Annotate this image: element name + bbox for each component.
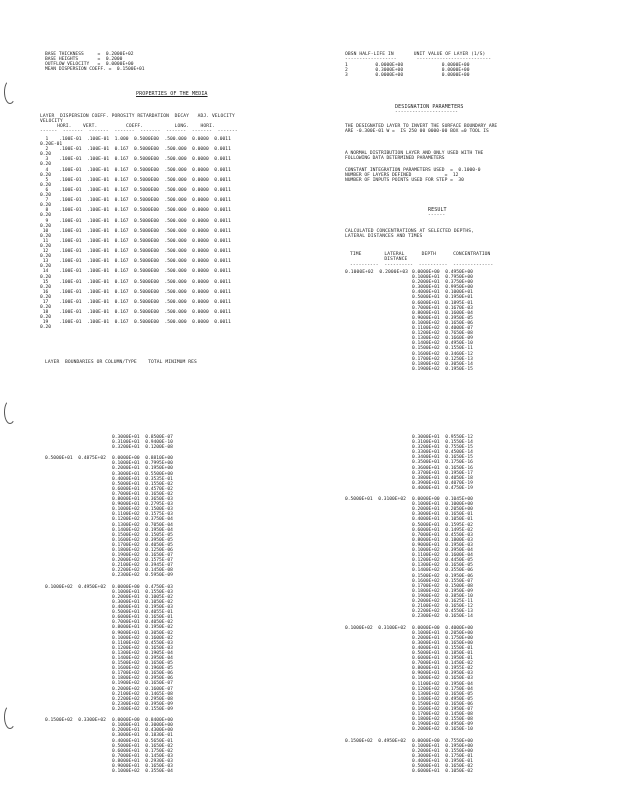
concentration-row: 0.8000E+01 0.1800E-03: [412, 537, 473, 543]
concentration-row: 0.3100E+01 0.1550E-14: [412, 440, 473, 446]
layer-row: 0.20: [40, 233, 52, 239]
concentration-row: 0.1100E+02 0.1600E-04: [412, 553, 473, 559]
concentration-row: 0.3100E+01 0.9400E-10: [112, 440, 173, 446]
concentration-row: 0.1600E+02 0.1950E-07: [412, 707, 473, 712]
layer-row: 0.20: [40, 243, 52, 249]
concentration-row: 0.3000E+01 0.1050E-02: [112, 599, 173, 605]
layer-row: 18 .100E-01 .100E-01 0.167 0.5000E00 .500.000 0.0000 0.0011: [40, 310, 231, 316]
concentration-row: 0.0000E+00 0.4000E+00: [412, 625, 473, 631]
concentration-row: 0.8000E+01 0.1950E-02: [112, 625, 173, 631]
concentration-row: 0.5000E+01 0.1595E-02: [412, 522, 473, 528]
concentration-row: 0.1100E+02 0.1575E-03: [112, 512, 173, 518]
concentration-row: 0.3000E+01 0.1830E-01: [112, 733, 173, 739]
header-line: MEAN DISPERSION COEFF. = 0.1500E+01: [45, 67, 145, 73]
concentration-row: 0.2000E+02 0.1625E-11: [412, 598, 473, 604]
concentration-row: 0.5000E+01 0.1650E-02: [412, 764, 473, 770]
concentration-row: 0.3000E+01 0.5500E+00: [112, 471, 173, 477]
layer-row: 16 .100E-01 .100E-01 0.167 0.5000E00 .500.000 0.0000 0.0011: [40, 289, 231, 295]
concentration-row: 0.1800E+02 0.1950E-09: [412, 588, 473, 594]
header-line: OUTFLOW VELOCITY = 0.0000E+00: [45, 62, 134, 68]
concentration-row: 0.3600E+01 0.1650E-16: [412, 465, 473, 471]
layer-table-rule: ------ ------- ------- ------- ------- ------- ------- -------: [40, 129, 238, 134]
normal-line: FOLLOWING DATA DETERMINED PARAMETERS: [345, 156, 445, 162]
concentration-row: 0.1600E+02 0.3950E-05: [112, 537, 173, 543]
concentration-row: 0.5000E+01 0.1950E+01: [412, 295, 473, 301]
concentration-row: 0.2400E+02 0.1550E-09: [112, 706, 173, 712]
concentration-row: 0.1800E+02 0.3950E-06: [112, 676, 173, 682]
concentration-row: 0.7000E+01 0.1670E-03: [412, 305, 473, 311]
concentration-row: 0.2000E+01 0.4300E+00: [112, 728, 173, 734]
concentration-row: 0.9000E+01 0.3050E-02: [112, 630, 173, 636]
layer-row: 5 .100E-01 .100E-01 0.167 0.5000E00 .500.000 0.0000 0.0011: [40, 177, 231, 183]
concentration-row: 0.7000E+01 0.1450E-03: [112, 753, 173, 759]
layer-row: 9 .100E-01 .100E-01 0.167 0.5000E00 .500.000 0.0000 0.0011: [40, 218, 231, 224]
layer-row: 0.20: [40, 264, 52, 270]
concentration-row: 0.1300E+02 0.1650E-05: [412, 563, 473, 569]
concentration-row: 0.0000E+00 0.8810E+00: [112, 456, 173, 462]
results-rule: ------: [428, 213, 446, 218]
layer-table-header-3: HORI. VERT. COEFF. LONG. HORI.: [40, 124, 215, 129]
concentration-row: 0.1300E+02 0.1650E-05: [412, 691, 473, 697]
concentration-row: 0.0000E+00 0.1045E+00: [412, 497, 473, 503]
concentration-row: 0.1000E+01 0.3000E+00: [112, 723, 173, 729]
concentration-row: 0.3500E+01 0.1750E-16: [412, 460, 473, 466]
concentration-row: 0.3300E+01 0.4500E-14: [412, 450, 473, 456]
concentration-row: 0.1800E+02 0.3050E-14: [412, 361, 473, 367]
normal-line: A NORMAL DISTRIBUTION LAYER AND ONLY USED WITH THE: [345, 151, 484, 156]
concentration-row: 0.0000E+00 0.4950E+00: [412, 270, 473, 275]
concentration-row: 0.9000E+01 0.2795E-03: [112, 502, 173, 508]
layer-table-header: LAYER DISPERSION COEFF. POROSITY RETARDATION DECAY ADJ. VELOCITY: [40, 114, 235, 119]
concentration-row: 0.1800E+02 0.1250E-06: [112, 547, 173, 553]
concentration-row: 0.1000E+01 0.1550E-03: [112, 589, 173, 595]
binder-hole-top: [4, 80, 16, 104]
layer-row: 0.20: [40, 325, 52, 331]
concentration-row: 0.2300E+02 0.5950E-09: [112, 573, 173, 579]
concentration-row: 0.2000E+01 0.1550E+00: [412, 748, 473, 754]
concentration-row: 0.1100E+02 0.4550E-03: [112, 640, 173, 646]
concentration-row: 0.3000E+01 0.1750E-01: [412, 753, 473, 759]
layer-row: 0.20: [40, 274, 52, 280]
concentration-row: 0.2000E+02 0.1600E-07: [112, 686, 173, 692]
layer-row: 14 .100E-01 .100E-01 0.167 0.5000E00 .500.000 0.0000 0.0011: [40, 269, 231, 275]
concentration-row: 0.2200E+02 0.2950E-08: [112, 696, 173, 702]
concentration-row: 0.1200E+02 0.4450E-05: [412, 558, 473, 564]
concentration-row: 0.1800E+02 0.1550E-08: [412, 717, 473, 723]
concentration-row: 0.1000E+01 0.7995E+00: [112, 461, 173, 467]
concentration-row: 0.4000E+01 0.1050E-01: [412, 517, 473, 523]
concentration-row: 0.1600E+02 0.3460E-12: [412, 351, 473, 357]
concentration-row: 0.2000E+01 0.1750E+00: [412, 635, 473, 641]
concentration-row: 0.2000E+01 0.3750E+00: [412, 280, 473, 286]
concentration-row: 0.1100E+02 0.1950E-04: [412, 681, 473, 687]
header-parameters: [45, 52, 145, 72]
concentration-row: 0.1400E+02 0.3950E-04: [112, 656, 173, 661]
concentration-row: 0.4000E+01 0.1000E+01: [412, 290, 473, 296]
concentration-row: 0.7000E+01 0.4550E-03: [412, 532, 473, 538]
concentration-row: 0.1700E+02 0.1250E-13: [412, 356, 473, 362]
concentration-row: 0.3000E+01 0.8500E-07: [112, 435, 173, 440]
concentration-row: 0.4000E+01 0.3535E-01: [112, 476, 173, 482]
concentration-row: 0.1900E+02 0.1950E-15: [412, 366, 473, 372]
binder-hole-middle: [4, 400, 16, 424]
concentration-row: 0.1000E+01 0.1000E+00: [412, 502, 473, 508]
normal-distribution-text: [345, 151, 483, 161]
concentration-row: 0.6000E+01 0.1050E-02: [412, 769, 473, 775]
concentration-row: 0.4000E+01 0.1550E-01: [412, 645, 473, 651]
binder-hole-bottom: [4, 705, 16, 729]
layer-row: 1 .100E-01 .100E-01 1.000 0.5000E00 .500.000 0.0000 0.0011: [40, 137, 231, 142]
properties-title: PROPERTIES OF THE MEDIA: [136, 91, 208, 97]
concentration-row: 0.2200E+02 0.4550E-13: [412, 609, 473, 615]
layer-row: 0.20: [40, 305, 52, 311]
concentration-row: 0.1200E+02 0.7650E-08: [412, 331, 473, 337]
concentration-row: 0.9000E+01 0.3950E-05: [412, 315, 473, 321]
concentration-row: 0.1000E+01 0.7950E+00: [412, 275, 473, 281]
concentration-row: 0.1700E+02 0.1500E-08: [412, 583, 473, 589]
concentration-row: 0.3200E+01 0.7550E-15: [412, 445, 473, 451]
layer-row: 0.20: [40, 193, 52, 199]
half-life-row: 1 0.0000E+00 0.0000E+00: [345, 63, 470, 68]
input-line: NUMBER OF INPUTS POINTS USED FOR STEP = 30: [345, 178, 464, 184]
layer-row: 13 .100E-01 .100E-01 0.167 0.5000E00 .500.000 0.0000 0.0011: [40, 259, 231, 265]
concentration-row: 0.8000E+01 0.3650E-03: [112, 497, 173, 503]
input-parameters: [345, 168, 481, 183]
concentration-row: 0.8000E+01 0.1600E-04: [412, 310, 473, 316]
calc-first-column: [412, 270, 473, 372]
layer-row: 0.20E-01: [40, 142, 63, 148]
calc-header-2: DISTANCE: [350, 257, 408, 262]
concentration-row: 0.1000E+02 0.1600E-02: [112, 635, 173, 641]
concentration-row: 0.3000E+01 0.1650E-01: [412, 512, 473, 518]
concentration-row: 0.1500E+02 0.1950E-06: [412, 573, 473, 579]
concentration-row: 0.2000E+01 0.2050E+00: [412, 507, 473, 513]
layer-row: 0.20: [40, 284, 52, 290]
results-title: RESULT: [428, 207, 447, 213]
concentration-row: 0.1900E+02 0.3850E-10: [412, 593, 473, 599]
layer-row: 12 .100E-01 .100E-01 0.167 0.5000E00 .500.000 0.0000 0.0011: [40, 249, 231, 255]
layer-row: 10 .100E-01 .100E-01 0.167 0.5000E00 .500.000 0.0000 0.0011: [40, 228, 231, 234]
designation-title: DESIGNATION PARAMETERS: [395, 104, 464, 110]
concentration-row: 0.1700E+02 0.1450E-08: [412, 712, 473, 718]
layer-table: [40, 137, 231, 331]
half-life-title: OBSN HALF-LIFE IN UNIT VALUE OF LAYER (1/S): [345, 52, 486, 57]
concentration-row: 0.7000E+01 0.4050E-02: [112, 620, 173, 626]
calc-line: CALCULATED CONCENTRATIONS AT SELECTED DEPTHS,: [345, 229, 474, 234]
input-line: NUMBER OF LAYERS DEFINED = 12: [345, 173, 459, 179]
concentration-row: 0.1500E+02 0.1650E-05: [112, 661, 173, 667]
concentration-row: 0.2000E+02 0.1575E-07: [112, 558, 173, 564]
concentration-row: 0.1600E+02 0.1960E-05: [112, 666, 173, 672]
layer-row: 0.20: [40, 152, 52, 158]
layer-row: 17 .100E-01 .100E-01 0.167 0.5000E00 .500.000 0.0000 0.0011: [40, 300, 231, 305]
concentration-row: 0.1900E+02 0.1650E-07: [112, 681, 173, 687]
concentration-row: 0.1400E+02 0.3550E-06: [412, 568, 473, 574]
header-line: BASE THICKNESS = 0.2000E+02: [45, 52, 134, 57]
layer-row: 0.20: [40, 254, 52, 260]
concentration-row: 0.2300E+02 0.3950E-09: [112, 701, 173, 707]
layer-row: 2 .100E-01 .100E-01 0.167 0.5000E00 .500.000 0.0000 0.0011: [40, 147, 231, 153]
concentration-row: 0.0000E+00 0.7550E+00: [412, 738, 473, 744]
layer-row: 0.20: [40, 172, 52, 178]
concentration-row: 0.1500E+02 0.1650E-06: [412, 701, 473, 707]
concentration-row: 0.1000E+02 0.3550E-04: [112, 769, 173, 775]
concentration-row: 0.2100E+02 0.1465E-08: [112, 691, 173, 697]
result-block-label: 0.5000E+01 0.4875E+02: [45, 456, 106, 462]
concentration-row: 0.6000E+01 0.1950E-01: [412, 656, 473, 662]
result-block-label: 0.1500E+02 0.4950E+02: [345, 738, 406, 744]
layer-row: 15 .100E-01 .100E-01 0.167 0.5000E00 .500.000 0.0000 0.0011: [40, 279, 231, 285]
concentration-row: 0.5000E+01 0.1550E-02: [112, 481, 173, 487]
layer-row: 3 .100E-01 .100E-01 0.167 0.5000E00 .500.000 0.0000 0.0011: [40, 157, 231, 163]
layer-footer: LAYER BOUNDARIES OR COLUMN/TYPE TOTAL MINIMUM RES: [45, 360, 197, 365]
concentration-row: 0.7000E+01 0.1450E-02: [412, 661, 473, 667]
concentration-row: 0.1500E+02 0.1505E-05: [112, 532, 173, 538]
concentration-row: 0.1500E+02 0.1550E-11: [412, 346, 473, 352]
concentration-row: 0.1700E+02 0.4050E-05: [112, 542, 173, 548]
concentration-row: 0.3000E+01 0.9550E-12: [412, 435, 473, 440]
half-life-rule: ------------------ --------------------------: [345, 57, 492, 62]
concentration-row: 0.6000E+01 0.1495E-02: [412, 527, 473, 533]
half-life-row: 2 0.3000E+00 0.0000E+00: [345, 68, 470, 74]
concentration-row: 0.7000E+01 0.1650E-02: [112, 491, 173, 497]
concentration-row: 0.1700E+02 0.1650E-06: [112, 671, 173, 677]
concentration-row: 0.1300E+02 0.7050E-04: [112, 522, 173, 528]
concentration-row: 0.3700E+01 0.1950E-17: [412, 470, 473, 476]
concentration-row: 0.8000E+01 0.2930E-03: [112, 758, 173, 764]
layer-table-header-2: VELOCITY: [40, 119, 63, 124]
concentration-row: 0.1000E+02 0.3950E-04: [412, 548, 473, 554]
depth-line: LATERAL DISTANCES AND TIMES: [345, 234, 423, 239]
layer-row: 7 .100E-01 .100E-01 0.167 0.5000E00 .500.000 0.0000 0.0011: [40, 198, 231, 204]
concentration-row: 0.5000E+01 0.1850E-01: [412, 650, 473, 656]
concentration-row: 0.9000E+01 0.3950E-03: [412, 671, 473, 677]
result-block-label: 0.1500E+02 0.3300E+02: [45, 718, 106, 724]
concentration-row: 0.2000E+02 0.1650E-10: [412, 727, 473, 733]
layer-row: 0.20: [40, 223, 52, 229]
concentration-row: 0.2000E+01 0.1950E+00: [112, 466, 173, 472]
designation-line: THE DESIGNATED LAYER TO INVERT THE SURFACE BOUNDARY ARE: [345, 124, 498, 129]
concentration-row: 0.1000E+02 0.1500E-03: [112, 507, 173, 513]
concentration-row: 0.6000E+01 0.1895E-01: [412, 300, 473, 306]
concentration-row: 0.5000E+01 0.1650E-02: [112, 743, 173, 749]
concentration-row: 0.1900E+02 0.4950E-09: [412, 722, 473, 728]
layer-row: 0.20: [40, 315, 52, 321]
concentration-row: 0.4000E+01 0.1950E-03: [112, 605, 173, 611]
half-life-table: [345, 63, 469, 78]
concentration-row: 0.9000E+01 0.1650E-03: [112, 764, 173, 770]
layer-row: 11 .100E-01 .100E-01 0.167 0.5000E00 .500.000 0.0000 0.0011: [40, 238, 231, 244]
concentration-row: 0.1400E+02 0.1950E-04: [112, 527, 173, 533]
layer-row: 0.20: [40, 162, 52, 168]
concentration-row: 0.6000E+01 0.1750E-02: [112, 748, 173, 754]
concentration-row: 0.1400E+02 0.4950E-05: [412, 696, 473, 702]
concentration-row: 0.3200E+01 0.1200E-08: [112, 445, 173, 451]
layer-row: 4 .100E-01 .100E-01 0.167 0.5000E00 .500.000 0.0000 0.0011: [40, 167, 231, 173]
concentration-row: 0.5000E+01 0.4055E-01: [112, 610, 173, 616]
concentration-row: 0.1400E+02 0.4950E-10: [412, 341, 473, 347]
concentration-row: 0.4000E+01 0.5650E-01: [112, 738, 173, 744]
concentration-row: 0.1200E+02 0.1750E-04: [412, 686, 473, 692]
concentration-row: 0.1200E+02 0.3750E-04: [112, 517, 173, 523]
concentration-row: 0.2100E+02 0.3945E-07: [112, 563, 173, 569]
designation-text: [345, 124, 497, 134]
layer-row: 6 .100E-01 .100E-01 0.167 0.5000E00 .500.000 0.0000 0.0011: [40, 187, 231, 193]
designation-line: ARE -0.300E-01 W = IS 250 00 0000-00 BOX =0 TOOL IS: [345, 129, 489, 135]
concentration-row: 0.1300E+02 0.1660E-09: [412, 336, 473, 342]
concentration-row: 0.2300E+02 0.1650E-14: [412, 614, 473, 620]
concentration-row: 0.6000E+01 0.4570E-02: [112, 486, 173, 492]
concentration-row: 0.1000E+02 0.1650E-06: [412, 320, 473, 326]
layer-row: 19 .100E-01 .100E-01 0.167 0.5000E00 .500.000 0.0000 0.0011: [40, 320, 231, 326]
result-block-label: 0.1000E+02 0.3100E+02: [345, 625, 406, 631]
half-life-row: 3 0.0000E+00 0.0000E+00: [345, 73, 470, 79]
concentration-row: 0.1000E+01 0.2050E+00: [412, 630, 473, 636]
concentration-row: 0.3400E+01 0.1650E-15: [412, 455, 473, 461]
layer-row: 0.20: [40, 213, 52, 219]
concentration-row: 0.1900E+02 0.1650E-07: [112, 553, 173, 559]
concentration-row: 0.1000E+01 0.1950E+00: [412, 743, 473, 749]
layer-row: 0.20: [40, 182, 52, 188]
concentration-row: 0.2200E+02 0.1450E-08: [112, 568, 173, 574]
concentration-row: 0.1200E+02 0.1650E-03: [112, 645, 173, 651]
concentration-row: 0.4000E+01 0.1950E-01: [412, 758, 473, 764]
concentration-row: 0.0000E+00 0.4750E-03: [112, 584, 173, 590]
concentration-row: 0.1300E+02 0.1905E-04: [112, 650, 173, 656]
concentration-row: 0.3000E+01 0.1650E+00: [412, 640, 473, 646]
concentration-row: 0.6000E+01 0.1650E-01: [112, 615, 173, 621]
concentration-row: 0.3900E+01 0.4070E-19: [412, 480, 473, 486]
concentration-row: 0.2000E+01 0.1005E-02: [112, 594, 173, 600]
concentration-row: 0.3000E+01 0.9950E+00: [412, 285, 473, 291]
layer-row: 0.20: [40, 203, 52, 209]
concentration-row: 0.0000E+00 0.8400E+00: [112, 718, 173, 724]
layer-row: 8 .100E-01 .100E-01 0.167 0.5000E00 .500.000 0.0000 0.0011: [40, 208, 231, 214]
concentration-row: 0.1100E+02 0.4000E-07: [412, 326, 473, 332]
concentration-row: 0.8000E+01 0.1955E-02: [412, 666, 473, 672]
designation-rule: ----------------------: [395, 110, 459, 115]
concentration-row: 0.1000E+02 0.1650E-03: [412, 676, 473, 682]
header-line: BASE HEIGHTS = 0.2000: [45, 57, 123, 63]
concentration-row: 0.9000E+01 0.1950E-03: [412, 542, 473, 548]
calc-header: TIME LATERAL DEPTH CONCENTRATION: [350, 252, 491, 257]
calc-rule: ---------- ---------- ---------- --------------: [350, 263, 494, 268]
concentration-row: 0.4000E+01 0.4750E-19: [412, 485, 473, 491]
result-block-label: 0.5000E+01 0.3100E+02: [345, 497, 406, 503]
result-block-label: 0.1000E+02 0.4950E+02: [45, 584, 106, 590]
concentration-row: 0.2100E+02 0.1650E-12: [412, 604, 473, 610]
layer-row: 0.20: [40, 294, 52, 300]
concentration-row: 0.1600E+02 0.1550E-07: [412, 578, 473, 584]
concentration-row: 0.3800E+01 0.4050E-18: [412, 475, 473, 481]
calc-first-row-label: 0.1000E+02 0.2000E+03: [345, 270, 409, 275]
input-line: CONSTANT INTEGRATION PARAMETERS USED = 0.1000-0: [345, 168, 481, 173]
